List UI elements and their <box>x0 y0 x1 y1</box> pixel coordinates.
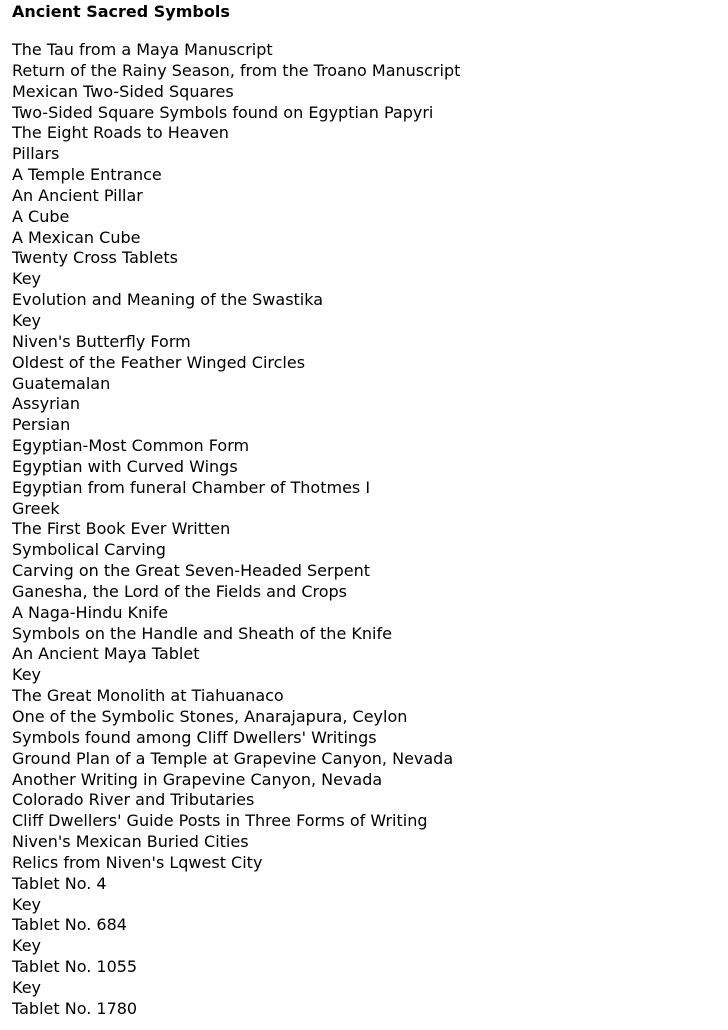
list-item: Symbols found among Cliff Dwellers' Writings <box>12 727 377 747</box>
document-title: Ancient Sacred Symbols <box>12 2 230 21</box>
list-item: Return of the Rainy Season, from the Troano Manuscript <box>12 60 461 80</box>
list-item: An Ancient Pillar <box>12 185 143 205</box>
list-item: A Temple Entrance <box>12 165 162 185</box>
list-item: Greek <box>12 498 60 518</box>
document-page <box>12 0 712 1018</box>
list-item: Evolution and Meaning of the Swastika <box>12 290 324 310</box>
list-item: A Mexican Cube <box>12 227 141 247</box>
list-item: Ganesha, the Lord of the Fields and Crops <box>12 581 348 601</box>
list-item: Tablet No. 1055 <box>12 957 138 977</box>
list-item: Ground Plan of a Temple at Grapevine Canyon, Nevada <box>12 748 454 768</box>
list-item: The Great Monolith at Tiahuanaco <box>12 686 284 706</box>
list-item: Niven's Butterfly Form <box>12 331 191 351</box>
list-item: Pillars <box>12 144 60 164</box>
illustration-list <box>12 40 460 1020</box>
list-item: Assyrian <box>12 394 81 414</box>
list-item: Key <box>12 894 42 914</box>
list-item: A Naga-Hindu Knife <box>12 602 169 622</box>
list-item: Mexican Two-Sided Squares <box>12 81 234 101</box>
list-item: Two-Sided Square Symbols found on Egyptian Papyri <box>12 102 434 122</box>
list-item: Relics from Niven's Lqwest City <box>12 852 263 872</box>
list-item: The Tau from a Maya Manuscript <box>12 40 273 59</box>
list-item: The Eight Roads to Heaven <box>12 123 229 143</box>
list-item: Another Writing in Grapevine Canyon, Nevada <box>12 769 383 789</box>
list-item: Key <box>12 936 42 956</box>
list-item: Twenty Cross Tablets <box>12 248 178 268</box>
list-item: Persian <box>12 415 71 435</box>
list-item: Egyptian from funeral Chamber of Thotmes I <box>12 477 371 497</box>
list-item: Key <box>12 665 42 685</box>
list-item: Egyptian-Most Common Form <box>12 436 250 456</box>
list-item: Niven's Mexican Buried Cities <box>12 832 249 852</box>
list-item: Tablet No. 684 <box>12 915 127 935</box>
list-item: Colorado River and Tributaries <box>12 790 255 810</box>
list-item: Key <box>12 977 42 997</box>
list-item: A Cube <box>12 206 70 226</box>
list-item: Egyptian with Curved Wings <box>12 456 238 476</box>
list-item: Carving on the Great Seven-Headed Serpent <box>12 561 370 581</box>
list-item: Tablet No. 4 <box>12 873 107 893</box>
list-item: Cliff Dwellers' Guide Posts in Three Forms of Writing <box>12 811 428 831</box>
list-item: Symbols on the Handle and Sheath of the Knife <box>12 623 392 643</box>
list-item: An Ancient Maya Tablet <box>12 644 200 664</box>
list-item: Key <box>12 269 42 289</box>
list-item: Key <box>12 310 42 330</box>
list-item: Guatemalan <box>12 373 111 393</box>
list-item: One of the Symbolic Stones, Anarajapura, Ceylon <box>12 707 408 726</box>
list-item: Tablet No. 1780 <box>12 998 138 1018</box>
list-item: Oldest of the Feather Winged Circles <box>12 352 306 372</box>
list-item: The First Book Ever Written <box>12 519 231 539</box>
list-item: Symbolical Carving <box>12 540 166 560</box>
